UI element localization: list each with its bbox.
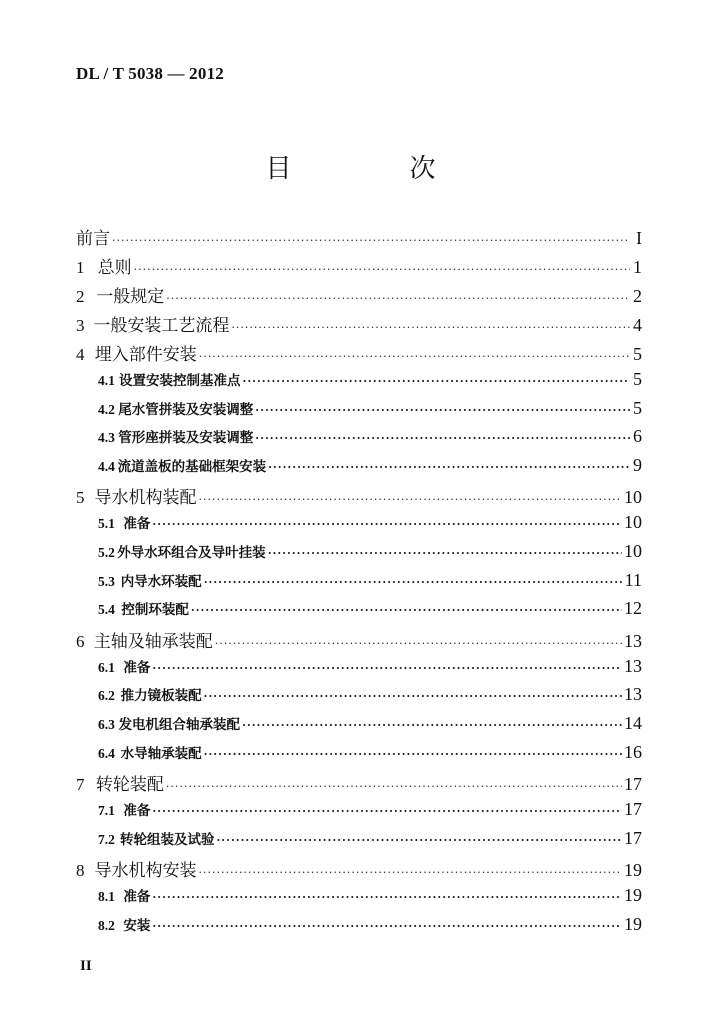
dot-leader	[242, 375, 630, 388]
toc-entry-title: 准备	[123, 659, 151, 676]
toc-entry[interactable]	[76, 282, 642, 311]
dot-leader	[268, 547, 622, 560]
toc-entry-title: 发电机组合轴承装配	[118, 716, 241, 733]
toc-entry-title: 尾水管拼装及安装调整	[118, 401, 254, 418]
toc-entry[interactable]	[76, 770, 642, 799]
toc-entry[interactable]	[76, 483, 642, 512]
toc-entry-title: 总则	[97, 258, 132, 278]
toc-entry-number: 4.3	[98, 430, 115, 446]
toc-entry-title: 转轮组装及试验	[119, 831, 215, 848]
toc-entry[interactable]	[76, 398, 642, 427]
toc-entry-number: 4.1	[98, 373, 115, 388]
toc-entry-page: 12	[624, 598, 642, 619]
toc-entry-page: 16	[624, 741, 642, 762]
toc-entry[interactable]	[76, 742, 642, 771]
toc-entry-page: 10	[624, 540, 642, 561]
toc-entry-title: 前言	[76, 229, 110, 249]
toc-entry-page: 14	[624, 712, 642, 733]
dot-leader	[152, 920, 622, 933]
toc-entry-title: 安装	[123, 917, 151, 934]
toc-entry-number: 6	[76, 631, 85, 651]
toc-entry-page: 10	[624, 512, 642, 533]
toc-entry-page: 11	[624, 569, 642, 590]
dot-leader	[215, 637, 622, 650]
toc-entry[interactable]	[76, 512, 642, 541]
toc-entry[interactable]	[76, 856, 642, 885]
toc-entry[interactable]	[76, 426, 642, 455]
toc-entry-number: 7.2	[98, 831, 115, 847]
toc-entry-page: 19	[624, 913, 642, 934]
toc-entry[interactable]	[76, 656, 642, 685]
toc-entry-page: 19	[624, 885, 642, 906]
dot-leader	[191, 604, 622, 617]
toc-entry-title: 外导水环组合及导叶挂装	[117, 544, 266, 561]
toc-entry-title: 主轴及轴承装配	[93, 631, 213, 652]
toc-entry-number: 4.2	[98, 401, 115, 417]
toc-entry-title: 准备	[123, 803, 151, 820]
toc-entry[interactable]	[76, 684, 642, 713]
toc-entry-title: 内导水环装配	[120, 573, 202, 590]
toc-entry-page: 6	[633, 426, 642, 447]
toc-entry[interactable]	[76, 570, 642, 599]
dot-leader	[152, 662, 622, 675]
toc-entry-title: 埋入部件安装	[94, 345, 197, 365]
dot-leader	[152, 805, 622, 818]
toc-entry-number: 4	[76, 345, 85, 364]
toc-entry-page: 5	[633, 397, 642, 418]
toc-entry-number: 7.1	[98, 803, 115, 819]
toc-entry-number: 5.1	[98, 516, 115, 532]
toc-entry-page: 5	[633, 369, 642, 389]
toc-entry[interactable]	[76, 914, 642, 943]
toc-entry-title: 准备	[123, 516, 151, 533]
toc-entry-number: 7	[76, 775, 85, 795]
dot-leader	[199, 350, 630, 363]
toc-entry-number: 5.2	[98, 544, 115, 560]
toc-entry-page: 13	[624, 655, 642, 676]
toc-entry-title: 水导轴承装配	[120, 745, 202, 762]
dot-leader	[152, 891, 622, 904]
toc-entry-title: 导水机构安装	[94, 861, 197, 882]
toc-entry-title: 流道盖板的基础框架安装	[117, 458, 267, 475]
dot-leader	[255, 404, 630, 417]
standard-code: DL / T 5038 — 2012	[76, 64, 224, 83]
toc-entry-title: 控制环装配	[121, 602, 189, 619]
toc-entry-number: 2	[76, 287, 85, 306]
dot-leader	[216, 834, 622, 847]
dot-leader	[255, 432, 630, 445]
toc-entry-number: 6.3	[98, 716, 115, 732]
dot-leader	[231, 321, 630, 334]
toc-entry-number: 6.1	[98, 659, 115, 675]
toc-entry[interactable]	[76, 541, 642, 570]
toc-entry[interactable]	[76, 713, 642, 742]
dot-leader	[268, 461, 630, 474]
dot-leader	[112, 234, 630, 247]
toc-entry-title: 转轮装配	[95, 775, 164, 796]
toc-entry-number: 5.4	[98, 602, 115, 618]
dot-leader	[166, 780, 622, 793]
toc-entry[interactable]	[76, 224, 642, 253]
toc-entry-page: 5	[633, 344, 642, 364]
toc-entry-number: 6.2	[98, 688, 115, 704]
dot-leader	[204, 748, 622, 761]
toc-entry-number: 5.3	[98, 573, 115, 589]
toc-entry[interactable]	[76, 311, 642, 340]
toc-entry-page: 13	[624, 684, 642, 705]
dot-leader	[134, 263, 630, 276]
toc-entry-page: 10	[624, 487, 642, 508]
toc-entry-page: 9	[633, 454, 642, 475]
toc-entry-title: 一般规定	[96, 287, 165, 307]
toc-entry-page: I	[636, 228, 642, 248]
dot-leader	[204, 690, 622, 703]
dot-leader	[198, 866, 622, 879]
toc-entry-page: 13	[624, 630, 642, 651]
toc-entry-page: 2	[633, 286, 642, 306]
toc-entry-page: 17	[624, 774, 642, 795]
toc-entry-title: 准备	[123, 889, 151, 906]
page-number: II	[80, 958, 92, 974]
toc-entry-number: 5	[76, 488, 85, 508]
toc-entry-page: 4	[633, 315, 642, 335]
dot-leader	[152, 518, 622, 531]
toc-entry[interactable]	[76, 828, 642, 857]
toc-entry-number: 4.4	[98, 458, 115, 474]
toc-entry-number: 8	[76, 861, 85, 881]
toc-entry-number: 8.2	[98, 917, 115, 933]
toc-entry-title: 推力镜板装配	[120, 688, 202, 705]
toc-entry[interactable]	[76, 340, 642, 369]
toc-entry-title: 管形座拼装及安装调整	[118, 430, 254, 447]
toc-entry-page: 1	[633, 257, 642, 277]
toc-entry-title: 导水机构装配	[94, 488, 197, 509]
toc-entry-number: 8.1	[98, 889, 115, 905]
toc-entry-title: 一般安装工艺流程	[93, 316, 230, 336]
toc-entry[interactable]	[76, 369, 642, 398]
toc-entry-number: 6.4	[98, 745, 115, 761]
toc-entry[interactable]	[76, 598, 642, 627]
toc-entry[interactable]	[76, 253, 642, 282]
toc-entry-number: 1	[76, 258, 85, 277]
toc-entry-page: 17	[624, 799, 642, 820]
dot-leader	[242, 719, 622, 732]
toc-entry[interactable]	[76, 627, 642, 656]
toc-entry[interactable]	[76, 885, 642, 914]
toc-entry[interactable]	[76, 799, 642, 828]
toc-entry-number: 3	[76, 316, 85, 335]
toc-entry-page: 17	[624, 827, 642, 848]
table-of-contents	[76, 224, 642, 943]
toc-entry[interactable]	[76, 455, 642, 484]
dot-leader	[198, 493, 622, 506]
toc-title: 目 次	[265, 154, 482, 184]
dot-leader	[166, 292, 630, 305]
toc-entry-title: 设置安装控制基准点	[118, 373, 241, 389]
dot-leader	[204, 576, 623, 589]
toc-entry-page: 19	[624, 860, 642, 881]
